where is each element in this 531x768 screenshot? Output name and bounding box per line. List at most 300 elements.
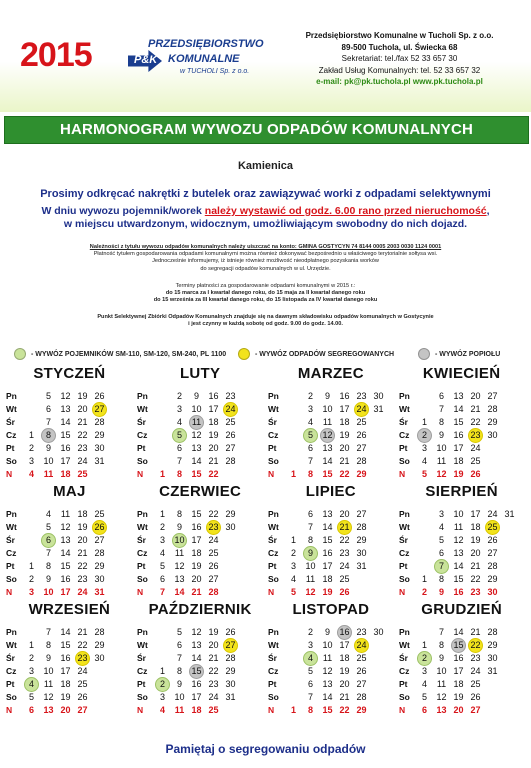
company-phone-1: Sekretariat: tel./fax 52 33 657 30 xyxy=(341,54,458,63)
weekday-row xyxy=(4,442,132,455)
calendar-day xyxy=(189,521,204,534)
weekday-label: So xyxy=(137,692,148,702)
calendar-day xyxy=(337,626,352,639)
month-headers xyxy=(4,598,527,622)
calendar-day xyxy=(303,652,318,665)
calendar-day xyxy=(354,403,369,416)
calendar-day xyxy=(24,455,39,468)
calendar-day xyxy=(451,547,466,560)
day-number: 6 xyxy=(176,640,182,650)
day-number: 11 xyxy=(453,522,464,532)
weekday-label: Pt xyxy=(6,679,15,689)
calendar-day xyxy=(337,521,352,534)
calendar-day xyxy=(417,678,432,691)
weekday-row xyxy=(135,455,263,468)
calendar-day xyxy=(320,403,335,416)
calendar-day xyxy=(172,639,187,652)
day-number: 24 xyxy=(77,456,88,466)
calendar-day xyxy=(223,508,238,521)
weekday-label: Śr xyxy=(6,535,15,545)
day-number: 10 xyxy=(305,561,316,571)
day-number: 28 xyxy=(225,653,236,663)
day-number: 17 xyxy=(470,509,481,519)
day-number: 25 xyxy=(208,548,219,558)
day-number: 17 xyxy=(453,666,464,676)
day-number: 24 xyxy=(208,692,219,702)
day-number: 25 xyxy=(225,417,236,427)
day-number: 3 xyxy=(290,561,296,571)
calendar-day xyxy=(155,678,170,691)
calendar-day xyxy=(451,665,466,678)
day-number: 15 xyxy=(191,509,202,519)
weekday-label: N xyxy=(399,705,406,715)
company-name: Przedsiębiorstwo Komunalne w Tucholi Sp. z o.o. xyxy=(305,31,494,40)
day-number: 27 xyxy=(487,548,498,558)
calendar-day xyxy=(417,691,432,704)
day-number: 2 xyxy=(307,627,313,637)
day-number: 9 xyxy=(438,653,444,663)
day-number: 17 xyxy=(339,640,350,650)
month-grid xyxy=(135,390,263,480)
calendar-day xyxy=(417,429,432,442)
weekday-row xyxy=(397,547,525,560)
calendar-day xyxy=(320,508,335,521)
day-number: 14 xyxy=(453,561,464,571)
day-number: 23 xyxy=(356,391,367,401)
weekday-row xyxy=(266,442,394,455)
weekday-label: Pt xyxy=(399,561,408,571)
day-number: 14 xyxy=(453,404,464,414)
weekday-label: N xyxy=(137,587,144,597)
day-number: 14 xyxy=(174,587,185,597)
calendar-day xyxy=(24,704,39,717)
calendar-day xyxy=(92,534,107,547)
calendar-day xyxy=(354,547,369,560)
day-number: 26 xyxy=(77,692,88,702)
calendar-day xyxy=(451,429,466,442)
company-contact: e-mail: pk@pk.tuchola.pl www.pk.tuchola.pl xyxy=(316,77,483,86)
day-number: 6 xyxy=(45,535,51,545)
day-number: 9 xyxy=(45,574,51,584)
calendar-day xyxy=(172,652,187,665)
day-number: 17 xyxy=(60,456,71,466)
day-number: 9 xyxy=(324,627,330,637)
day-number: 5 xyxy=(290,587,296,597)
year-title: 2015 xyxy=(20,36,92,74)
day-number: 13 xyxy=(322,679,333,689)
calendar-day xyxy=(92,442,107,455)
weekday-row xyxy=(266,652,394,665)
calendar-day xyxy=(206,534,221,547)
weekday-row xyxy=(4,390,132,403)
calendar-day xyxy=(485,429,500,442)
day-number: 30 xyxy=(94,574,105,584)
day-number: 13 xyxy=(191,640,202,650)
day-number: 28 xyxy=(356,692,367,702)
month-name: STYCZEŃ xyxy=(33,365,106,382)
weekday-row xyxy=(135,521,263,534)
fine-line: Jednocześnie informujemy, iż istnieje również możliwość nieodpłatnego pozyskania worków xyxy=(152,258,379,265)
calendar-quarter-row xyxy=(4,480,527,600)
calendar-day xyxy=(468,573,483,586)
weekday-label: Wt xyxy=(6,404,17,414)
day-number: 14 xyxy=(322,522,333,532)
day-number: 12 xyxy=(60,391,71,401)
day-number: 26 xyxy=(356,430,367,440)
day-number: 26 xyxy=(208,561,219,571)
day-number: 11 xyxy=(43,679,54,689)
weekday-row xyxy=(397,455,525,468)
weekday-row xyxy=(4,691,132,704)
day-number: 17 xyxy=(208,404,219,414)
calendar-day xyxy=(172,665,187,678)
calendar-day xyxy=(485,547,500,560)
day-number: 1 xyxy=(159,666,165,676)
footer-slogan: Pamiętaj o segregowaniu odpadów xyxy=(165,742,366,756)
calendar-day xyxy=(286,573,301,586)
weekday-row xyxy=(135,390,263,403)
day-number: 12 xyxy=(322,430,333,440)
day-number: 6 xyxy=(159,574,165,584)
weekday-row xyxy=(135,665,263,678)
weekday-row xyxy=(397,508,525,521)
weekday-label: Cz xyxy=(6,430,17,440)
day-number: 19 xyxy=(470,535,481,545)
weekday-row xyxy=(266,534,394,547)
day-number: 1 xyxy=(28,640,34,650)
calendar-day xyxy=(303,508,318,521)
day-number: 9 xyxy=(176,522,182,532)
calendar-day xyxy=(354,560,369,573)
calendar-day xyxy=(286,534,301,547)
day-number: 23 xyxy=(77,574,88,584)
day-number: 16 xyxy=(453,587,464,597)
calendar-day xyxy=(434,455,449,468)
day-number: 18 xyxy=(470,522,481,532)
weekday-label: Pn xyxy=(6,391,17,401)
weekday-label: Pn xyxy=(137,391,148,401)
calendar-day xyxy=(468,704,483,717)
day-number: 5 xyxy=(421,692,427,702)
day-number: 7 xyxy=(307,456,313,466)
calendar-day xyxy=(451,639,466,652)
fine-line: Punkt Selektywnej Zbiórki Odpadów Komunalnych znajduje się na dawnym składowisku odpadów komunalnych w Gostycynie xyxy=(97,314,434,320)
day-number: 6 xyxy=(438,548,444,558)
day-number: 5 xyxy=(28,692,34,702)
day-number: 4 xyxy=(45,509,51,519)
day-number: 4 xyxy=(438,522,444,532)
day-number: 8 xyxy=(307,469,313,479)
day-number: 2 xyxy=(159,679,165,689)
calendar-day xyxy=(75,691,90,704)
calendar-day xyxy=(434,442,449,455)
day-number: 29 xyxy=(356,535,367,545)
day-number: 25 xyxy=(470,456,481,466)
day-number: 12 xyxy=(322,666,333,676)
day-number: 7 xyxy=(307,522,313,532)
day-number: 7 xyxy=(45,417,51,427)
calendar-day xyxy=(206,547,221,560)
day-number: 17 xyxy=(60,666,71,676)
day-number: 5 xyxy=(176,627,182,637)
day-number: 30 xyxy=(225,679,236,689)
day-number: 2 xyxy=(28,443,34,453)
day-number: 12 xyxy=(436,692,447,702)
calendar-day xyxy=(206,704,221,717)
calendar-day xyxy=(223,429,238,442)
calendar-day xyxy=(468,521,483,534)
month-name: GRUDZIEŃ xyxy=(421,601,502,618)
calendar-day xyxy=(417,665,432,678)
calendar-day xyxy=(189,639,204,652)
calendar-day xyxy=(155,534,170,547)
calendar-day xyxy=(206,639,221,652)
day-number: 8 xyxy=(176,666,182,676)
day-number: 2 xyxy=(176,391,182,401)
day-number: 27 xyxy=(225,640,236,650)
day-number: 20 xyxy=(470,391,481,401)
day-number: 8 xyxy=(45,640,51,650)
weekday-label: Wt xyxy=(6,640,17,650)
day-number: 3 xyxy=(421,666,427,676)
calendar-day xyxy=(75,573,90,586)
weekday-row xyxy=(397,429,525,442)
weekday-row xyxy=(135,573,263,586)
weekday-row xyxy=(4,704,132,717)
calendar-day xyxy=(41,560,56,573)
calendar-day xyxy=(417,652,432,665)
day-number: 20 xyxy=(77,404,88,414)
weekday-label: Wt xyxy=(268,404,279,414)
calendar-day xyxy=(189,704,204,717)
day-number: 23 xyxy=(77,443,88,453)
calendar-day xyxy=(320,429,335,442)
day-number: 1 xyxy=(290,705,296,715)
weekday-row xyxy=(4,416,132,429)
day-number: 25 xyxy=(487,522,498,532)
day-number: 5 xyxy=(45,391,51,401)
day-number: 16 xyxy=(60,443,71,453)
weekday-label: Cz xyxy=(268,430,279,440)
day-number: 9 xyxy=(176,679,182,689)
day-number: 19 xyxy=(339,430,350,440)
legend-item-containers xyxy=(14,348,226,360)
day-number: 6 xyxy=(307,679,313,689)
day-number: 29 xyxy=(487,640,498,650)
weekday-label: So xyxy=(6,574,17,584)
day-number: 26 xyxy=(225,430,236,440)
month-grid xyxy=(266,390,394,480)
day-number: 24 xyxy=(225,404,236,414)
weekday-row xyxy=(397,691,525,704)
calendar-day xyxy=(58,678,73,691)
day-number: 5 xyxy=(159,561,165,571)
weekday-row xyxy=(135,560,263,573)
day-number: 20 xyxy=(470,548,481,558)
month-name: KWIECIEŃ xyxy=(422,365,501,382)
weekday-label: N xyxy=(137,469,144,479)
calendar-day xyxy=(92,560,107,573)
day-number: 23 xyxy=(470,430,481,440)
weekday-row xyxy=(266,678,394,691)
calendar-day xyxy=(320,665,335,678)
calendar-day xyxy=(468,652,483,665)
calendar-day xyxy=(189,390,204,403)
day-number: 15 xyxy=(191,469,202,479)
day-number: 16 xyxy=(60,574,71,584)
month-grid xyxy=(4,626,132,716)
day-number: 26 xyxy=(94,391,105,401)
lead-line-2 xyxy=(40,205,491,231)
day-number: 24 xyxy=(356,404,367,414)
calendar-day xyxy=(434,704,449,717)
calendar-day xyxy=(58,521,73,534)
month-grid xyxy=(4,508,132,598)
day-number: 15 xyxy=(322,535,333,545)
day-number: 16 xyxy=(191,679,202,689)
calendar-day xyxy=(206,521,221,534)
calendar-day xyxy=(172,678,187,691)
calendar-day xyxy=(92,521,107,534)
fine-line: i jest czynny w każdą sobotę od godz. 9.00 do godz. 14.00. xyxy=(188,321,343,328)
calendar-day xyxy=(75,455,90,468)
day-number: 2 xyxy=(28,653,34,663)
calendar-day xyxy=(451,573,466,586)
day-number: 14 xyxy=(60,627,71,637)
company-address: 89-500 Tuchola, ul. Świecka 68 xyxy=(341,42,458,52)
calendar-day xyxy=(434,678,449,691)
day-number: 26 xyxy=(94,522,105,532)
calendar-day xyxy=(303,390,318,403)
weekday-label: Śr xyxy=(137,653,146,663)
calendar-day xyxy=(337,704,352,717)
day-number: 16 xyxy=(453,430,464,440)
day-number: 6 xyxy=(45,404,51,414)
day-number: 30 xyxy=(373,391,384,401)
weekday-row xyxy=(4,429,132,442)
day-number: 15 xyxy=(191,666,202,676)
company-logo xyxy=(128,36,268,88)
calendar-day xyxy=(468,429,483,442)
day-number: 4 xyxy=(290,574,296,584)
calendar-day xyxy=(417,704,432,717)
calendar-day xyxy=(354,429,369,442)
day-number: 21 xyxy=(77,548,88,558)
day-number: 26 xyxy=(356,666,367,676)
day-number: 27 xyxy=(77,705,88,715)
weekday-row xyxy=(135,429,263,442)
day-number: 24 xyxy=(77,666,88,676)
calendar-day xyxy=(58,691,73,704)
day-number: 21 xyxy=(339,692,350,702)
lead-line-1: Prosimy odkręcać nakrętki z butelek oraz zawiązywać worki z odpadami selektywnymi xyxy=(40,188,491,200)
day-number: 7 xyxy=(438,404,444,414)
day-number: 6 xyxy=(421,705,427,715)
day-number: 27 xyxy=(94,535,105,545)
calendar-day xyxy=(58,390,73,403)
calendar-day xyxy=(434,639,449,652)
calendar-day xyxy=(58,534,73,547)
day-number: 15 xyxy=(60,561,71,571)
day-number: 21 xyxy=(77,627,88,637)
day-number: 12 xyxy=(60,522,71,532)
calendar-day xyxy=(320,573,335,586)
weekday-row xyxy=(135,652,263,665)
day-number: 26 xyxy=(470,469,481,479)
month-name: SIERPIEŃ xyxy=(425,483,498,500)
calendar-day xyxy=(206,416,221,429)
weekday-label: Pt xyxy=(6,561,15,571)
weekday-label: N xyxy=(6,469,13,479)
calendar-day xyxy=(75,626,90,639)
calendar-day xyxy=(337,429,352,442)
weekday-row xyxy=(135,442,263,455)
green-circle-icon xyxy=(14,348,26,360)
weekday-row xyxy=(4,547,132,560)
weekday-label: Cz xyxy=(6,548,17,558)
day-number: 3 xyxy=(438,509,444,519)
weekday-label: Śr xyxy=(399,417,408,427)
day-number: 14 xyxy=(60,548,71,558)
weekday-label: Cz xyxy=(137,430,148,440)
day-number: 30 xyxy=(94,443,105,453)
day-number: 18 xyxy=(77,509,88,519)
calendar-day xyxy=(337,534,352,547)
day-number: 12 xyxy=(191,627,202,637)
day-number: 6 xyxy=(438,391,444,401)
weekday-row xyxy=(397,639,525,652)
weekday-row xyxy=(135,704,263,717)
day-number: 14 xyxy=(191,653,202,663)
month-name: LUTY xyxy=(179,365,221,382)
day-number: 20 xyxy=(208,640,219,650)
weekday-label: Cz xyxy=(137,666,148,676)
calendar-day xyxy=(320,639,335,652)
day-number: 14 xyxy=(322,692,333,702)
weekday-row xyxy=(4,508,132,521)
calendar-day xyxy=(320,678,335,691)
calendar-day xyxy=(468,678,483,691)
calendar-day xyxy=(41,390,56,403)
calendar-day xyxy=(417,573,432,586)
day-number: 17 xyxy=(191,692,202,702)
day-number: 5 xyxy=(45,522,51,532)
weekday-label: Wt xyxy=(6,522,17,532)
day-number: 10 xyxy=(174,535,185,545)
day-number: 19 xyxy=(208,627,219,637)
calendar-day xyxy=(223,403,238,416)
day-number: 18 xyxy=(191,548,202,558)
calendar-day xyxy=(75,678,90,691)
calendar-day xyxy=(75,390,90,403)
calendar-day xyxy=(41,403,56,416)
weekday-row xyxy=(135,639,263,652)
calendar-day xyxy=(468,665,483,678)
day-number: 20 xyxy=(339,679,350,689)
calendar-day xyxy=(371,626,386,639)
weekday-label: Pn xyxy=(137,627,148,637)
fine-line: Należności z tytułu wywozu odpadów komunalnych należy uiszczać na konto: GMINA GOSTYCYN 74 8144 0005 2003 0030 1124 0001 xyxy=(89,244,442,250)
yellow-circle-icon xyxy=(238,348,250,360)
calendar-day xyxy=(451,534,466,547)
day-number: 28 xyxy=(94,627,105,637)
month-name: CZERWIEC xyxy=(159,483,242,500)
weekday-label: So xyxy=(137,456,148,466)
calendar-day xyxy=(354,416,369,429)
calendar-day xyxy=(189,573,204,586)
fine-print-pszok xyxy=(10,314,521,328)
day-number: 8 xyxy=(307,705,313,715)
